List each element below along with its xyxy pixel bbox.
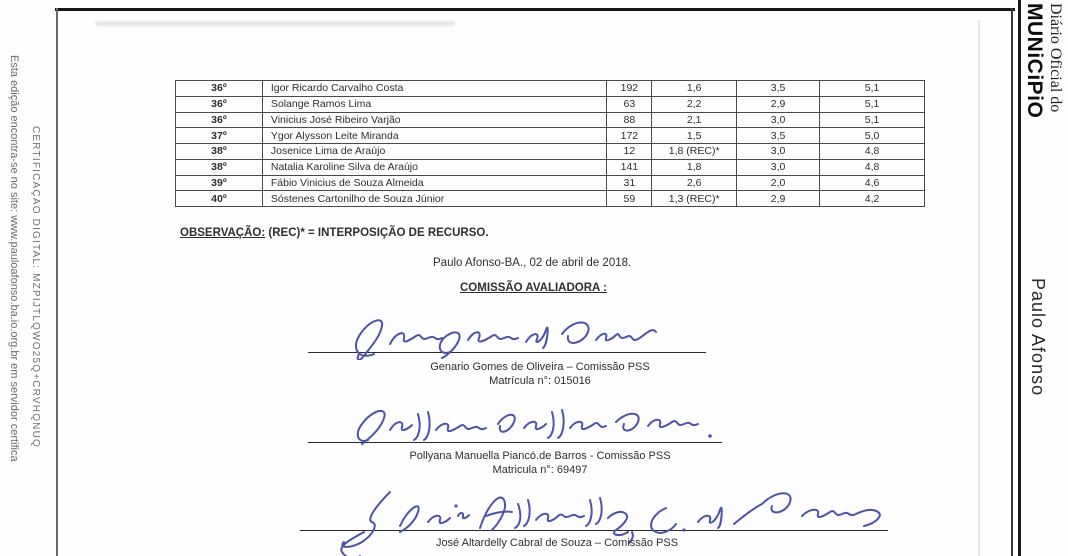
table-cell-name: Sóstenes Cartonilho de Souza Júnior — [262, 191, 607, 207]
table-cell-score_2: 2,9 — [736, 96, 819, 112]
table-cell-score_2: 3,0 — [736, 112, 819, 128]
table-cell-inscription: 88 — [607, 112, 652, 128]
table-cell-inscription: 12 — [607, 144, 652, 160]
table-cell-rank: 38º — [176, 159, 263, 175]
table-cell-rank: 37º — [176, 128, 263, 144]
table-row — [176, 96, 925, 112]
table-cell-inscription: 31 — [607, 175, 652, 191]
page-left-border — [56, 8, 58, 556]
table-cell-score_1: 2,2 — [652, 96, 737, 112]
table-row — [176, 191, 925, 207]
table-cell-total: 5,1 — [820, 112, 925, 128]
masthead-title-line1: Diário Oficial do — [1047, 3, 1064, 113]
page-top-border — [55, 8, 1015, 11]
observation-text: (REC)* = INTERPOSIÇÃO DE RECURSO. — [268, 227, 489, 239]
table-cell-inscription: 141 — [607, 159, 652, 175]
masthead-title-line2: MUNiCiPiO — [1023, 3, 1046, 119]
scan-smudge — [95, 21, 455, 26]
signer-matricula: Matrícula n°: 015016 — [489, 375, 591, 387]
table-cell-inscription: 172 — [607, 128, 652, 144]
table-cell-inscription: 59 — [607, 191, 652, 207]
table-cell-name: Solange Ramos Lima — [262, 96, 607, 112]
table-cell-total: 4,8 — [820, 159, 925, 175]
signer-name: Genario Gomes de Oliveira – Comissão PSS — [430, 361, 650, 373]
observation-label: OBSERVAÇÃO: — [180, 227, 266, 239]
table-cell-rank: 36º — [176, 96, 263, 112]
table-cell-name: Josenice Lima de Araújo — [262, 144, 607, 160]
masthead-logo — [1022, 3, 1064, 121]
committee-heading: COMISSÃO AVALIADORA : — [460, 282, 607, 294]
table-cell-score_1: 1,8 — [652, 159, 737, 175]
table-cell-name: Natalia Karoline Silva de Araújo — [262, 159, 607, 175]
table-cell-name: Ygor Alysson Leite Miranda — [262, 128, 607, 144]
table-cell-score_1: 2,6 — [652, 175, 737, 191]
table-cell-score_2: 2,9 — [736, 191, 819, 207]
municipality-name: Paulo Afonso — [1028, 278, 1048, 397]
table-cell-score_2: 3,5 — [736, 128, 819, 144]
table-row — [176, 128, 925, 144]
results-table-body — [176, 81, 925, 207]
table-cell-total: 5,1 — [820, 96, 925, 112]
observation-note — [180, 227, 489, 239]
dateline: Paulo Afonso-BA., 02 de abril de 2018. — [433, 257, 632, 269]
table-cell-total: 5,0 — [820, 128, 925, 144]
table-cell-name: Fábio Vinicius de Souza Almeida — [262, 175, 607, 191]
digital-certification-code: CERTIFICAÇÃO DIGITAL: MZPIJTLQWO25Q+CRVHQNUQ — [30, 126, 41, 449]
table-cell-score_2: 3,5 — [736, 81, 819, 97]
scan-artifact-line — [978, 20, 980, 556]
ranking-table — [175, 80, 925, 207]
table-row — [176, 112, 925, 128]
signer-matricula: Matricula n°: 69497 — [492, 464, 588, 476]
signature-line — [300, 530, 888, 531]
table-row — [176, 175, 925, 191]
table-row — [176, 144, 925, 160]
table-cell-rank: 36º — [176, 112, 263, 128]
site-certification-note: Esta edição encontra-se no site: www.pauloafonso.ba.io.org.br em servidor certifica — [8, 55, 20, 462]
signature-line — [308, 442, 722, 443]
page-right-border-inner — [1011, 8, 1013, 556]
table-cell-rank: 39º — [176, 175, 263, 191]
table-cell-name: Igor Ricardo Carvalho Costa — [262, 81, 607, 97]
table-cell-score_2: 3,0 — [736, 144, 819, 160]
table-cell-score_1: 1,8 (REC)* — [652, 144, 737, 160]
table-cell-score_1: 1,3 (REC)* — [652, 191, 737, 207]
table-cell-inscription: 192 — [607, 81, 652, 97]
table-cell-rank: 40º — [176, 191, 263, 207]
table-cell-score_2: 2,0 — [736, 175, 819, 191]
table-cell-total: 5,1 — [820, 81, 925, 97]
page-right-border-outer — [1018, 0, 1021, 556]
table-cell-rank: 36º — [176, 81, 263, 97]
table-cell-name: Vinicius José Ribeiro Varjão — [262, 112, 607, 128]
table-cell-total: 4,8 — [820, 144, 925, 160]
table-cell-score_1: 1,6 — [652, 81, 737, 97]
table-cell-score_1: 2,1 — [652, 112, 737, 128]
table-row — [176, 159, 925, 175]
table-cell-score_1: 1,5 — [652, 128, 737, 144]
signer-name: Pollyana Manuella Piancó.de Barros - Comissão PSS — [409, 450, 671, 462]
table-cell-total: 4,2 — [820, 191, 925, 207]
table-cell-inscription: 63 — [607, 96, 652, 112]
table-cell-total: 4,6 — [820, 175, 925, 191]
signature-line — [308, 352, 706, 353]
table-cell-rank: 38º — [176, 144, 263, 160]
handwritten-signature-pollyana — [348, 400, 718, 446]
signer-name: José Altardelly Cabral de Souza – Comissão PSS — [435, 537, 679, 549]
table-row — [176, 81, 925, 97]
table-cell-score_2: 3,0 — [736, 159, 819, 175]
